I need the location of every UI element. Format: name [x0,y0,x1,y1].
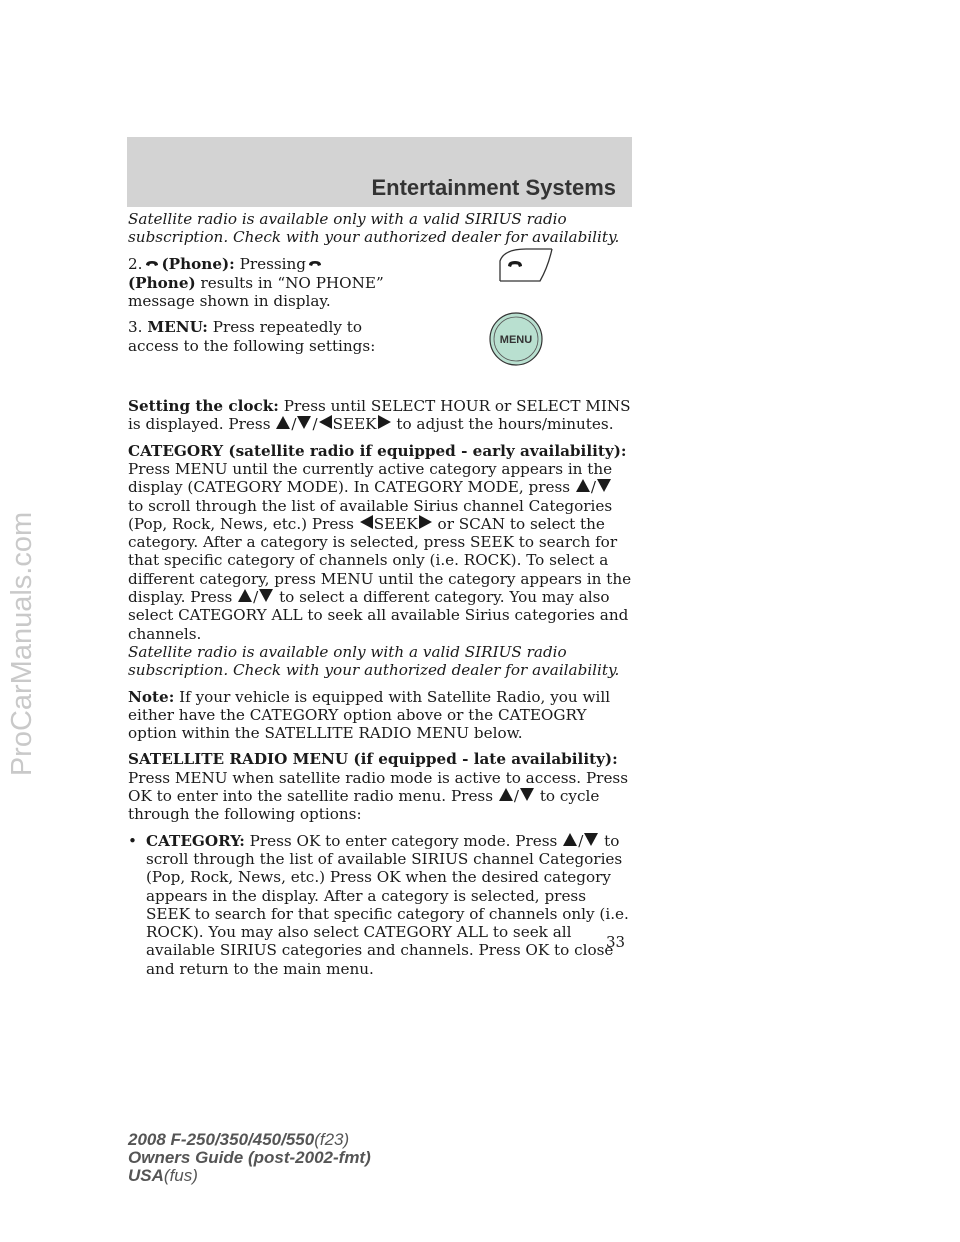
down-arrow-icon [597,479,611,492]
footer: 2008 F-250/350/450/550(f23) Owners Guide (post-2002-fmt) USA(fus) [128,1130,371,1185]
up-arrow-icon [563,833,577,846]
up-arrow-icon [238,589,252,602]
menu-item: 3. MENU: Press repeatedly to access to the following settings: MENU [128,318,632,355]
phone-item: 2. (Phone): Pressing (Phone) results in “NO PHONE” message shown in display. [128,255,632,311]
left-arrow-icon [319,415,332,429]
watermark: ProCarManuals.com [6,511,38,777]
category-bullet: • CATEGORY: Press OK to enter category mode. Press / to scroll through the list of available SIRIUS channel Categories (Pop, Rock, News, etc.) Press OK when the desired category appears in the display. After a category is selected, press SEEK to search for that specific category of channels only (i.e. ROCK). You may also select CATEGORY ALL to seek all available SIRIUS categories and channels. Press OK to close and return to the main menu. [128,831,629,978]
menu-button-illustration [488,311,544,371]
section-title: Entertainment Systems [371,175,616,200]
up-arrow-icon [276,416,290,429]
down-arrow-icon [584,833,598,846]
page-content [128,210,632,986]
right-arrow-icon [378,415,391,429]
phone-icon [145,256,159,274]
up-arrow-icon [576,479,590,492]
phone-button-illustration [496,247,556,287]
section-header-band [127,137,632,207]
down-arrow-icon [520,788,534,801]
category-note: Satellite radio is available only with a valid SIRIUS radio subscription. Check with your authorized dealer for availability. [128,642,620,680]
intro-note: Satellite radio is available only with a valid SIRIUS radio subscription. Check with your authorized dealer for availability. [128,210,620,247]
page-number: 33 [606,933,626,951]
down-arrow-icon [297,416,311,429]
phone-icon [308,256,322,274]
satellite-menu-paragraph: SATELLITE RADIO MENU (if equipped - late availability): Press MENU when satellite radio mode is active to access. Press OK to enter into the satellite radio menu. Press / to cycle through the following options: [128,750,629,824]
menu-button-text: MENU [499,334,533,347]
right-arrow-icon [419,515,432,529]
left-arrow-icon [360,515,373,529]
up-arrow-icon [499,788,513,801]
down-arrow-icon [259,589,273,602]
clock-paragraph: Setting the clock: Press until SELECT HOUR or SELECT MINS is displayed. Press / / SEEK to adjust the hours/minutes. [128,397,631,434]
note-paragraph: Note: If your vehicle is equipped with Satellite Radio, you will either have the CATEGORY option above or the CATEOGRY option within the SATELLITE RADIO MENU below. [128,687,611,743]
category-paragraph: CATEGORY (satellite radio if equipped - early availability): Press MENU until the currently active category appears in the display (CATEGORY MODE). In CATEGORY MODE, press / to scroll through the list of available Sirius channel Categories (Pop, Rock, News, etc.) Press SEEK or SCAN to select the category. After a category is selected, press SEEK to search for that specific category of channels only (i.e. ROCK). To select a different category, press MENU until the category appears in the display. Press / to select a different category. You may also select CATEGORY ALL to seek all available Sirius categories and channels. [128,441,632,643]
